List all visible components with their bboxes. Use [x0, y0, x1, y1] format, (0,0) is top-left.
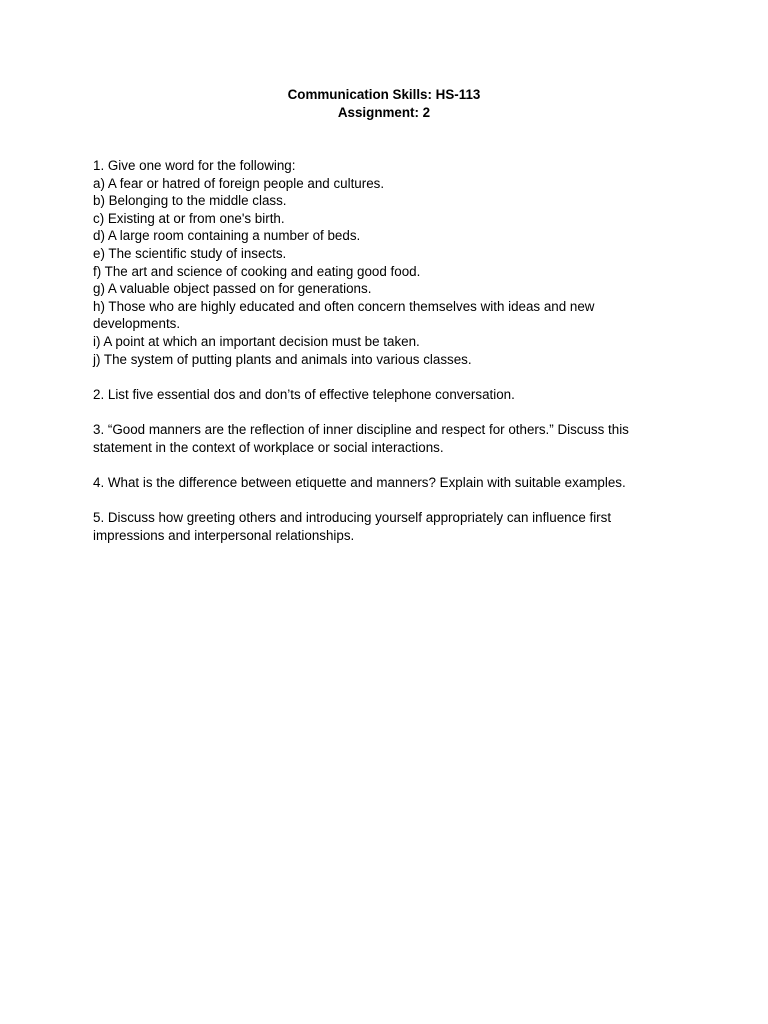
question-1-prompt: 1. Give one word for the following: [93, 158, 296, 173]
question-2-text: 2. List five essential dos and don’ts of effective telephone conversation. [93, 387, 515, 402]
question-3 [93, 421, 693, 456]
question-1-item-j: j) The system of putting plants and animals into various classes. [93, 351, 472, 367]
document-title: Communication Skills: HS-113 [287, 87, 481, 102]
question-1 [93, 157, 693, 368]
question-1-item-h: h) Those who are highly educated and often concern themselves with ideas and new developments. [93, 298, 595, 332]
question-5-text: 5. Discuss how greeting others and introducing yourself appropriately can influence first impressions and interpersonal relationships. [93, 510, 612, 543]
question-1-item-i: i) A point at which an important decision must be taken. [93, 333, 420, 349]
question-5 [93, 509, 693, 544]
question-1-item-f: f) The art and science of cooking and eating good food. [93, 263, 421, 279]
question-4-text: 4. What is the difference between etiquette and manners? Explain with suitable examples. [93, 475, 626, 490]
question-1-item-g: g) A valuable object passed on for generations. [93, 281, 372, 297]
assignment-subtitle: Assignment: 2 [337, 105, 431, 120]
question-2 [93, 386, 693, 404]
question-3-text: 3. “Good manners are the reflection of inner discipline and respect for others.” Discuss this statement in the context of workplace or social interactions. [93, 422, 629, 455]
question-1-item-c: c) Existing at or from one's birth. [93, 210, 285, 226]
question-1-item-a: a) A fear or hatred of foreign people and cultures. [93, 175, 385, 191]
question-1-item-e: e) The scientific study of insects. [93, 245, 287, 261]
question-1-item-d: d) A large room containing a number of beds. [93, 228, 361, 244]
question-1-item-b: b) Belonging to the middle class. [93, 193, 287, 209]
question-4 [93, 474, 693, 492]
